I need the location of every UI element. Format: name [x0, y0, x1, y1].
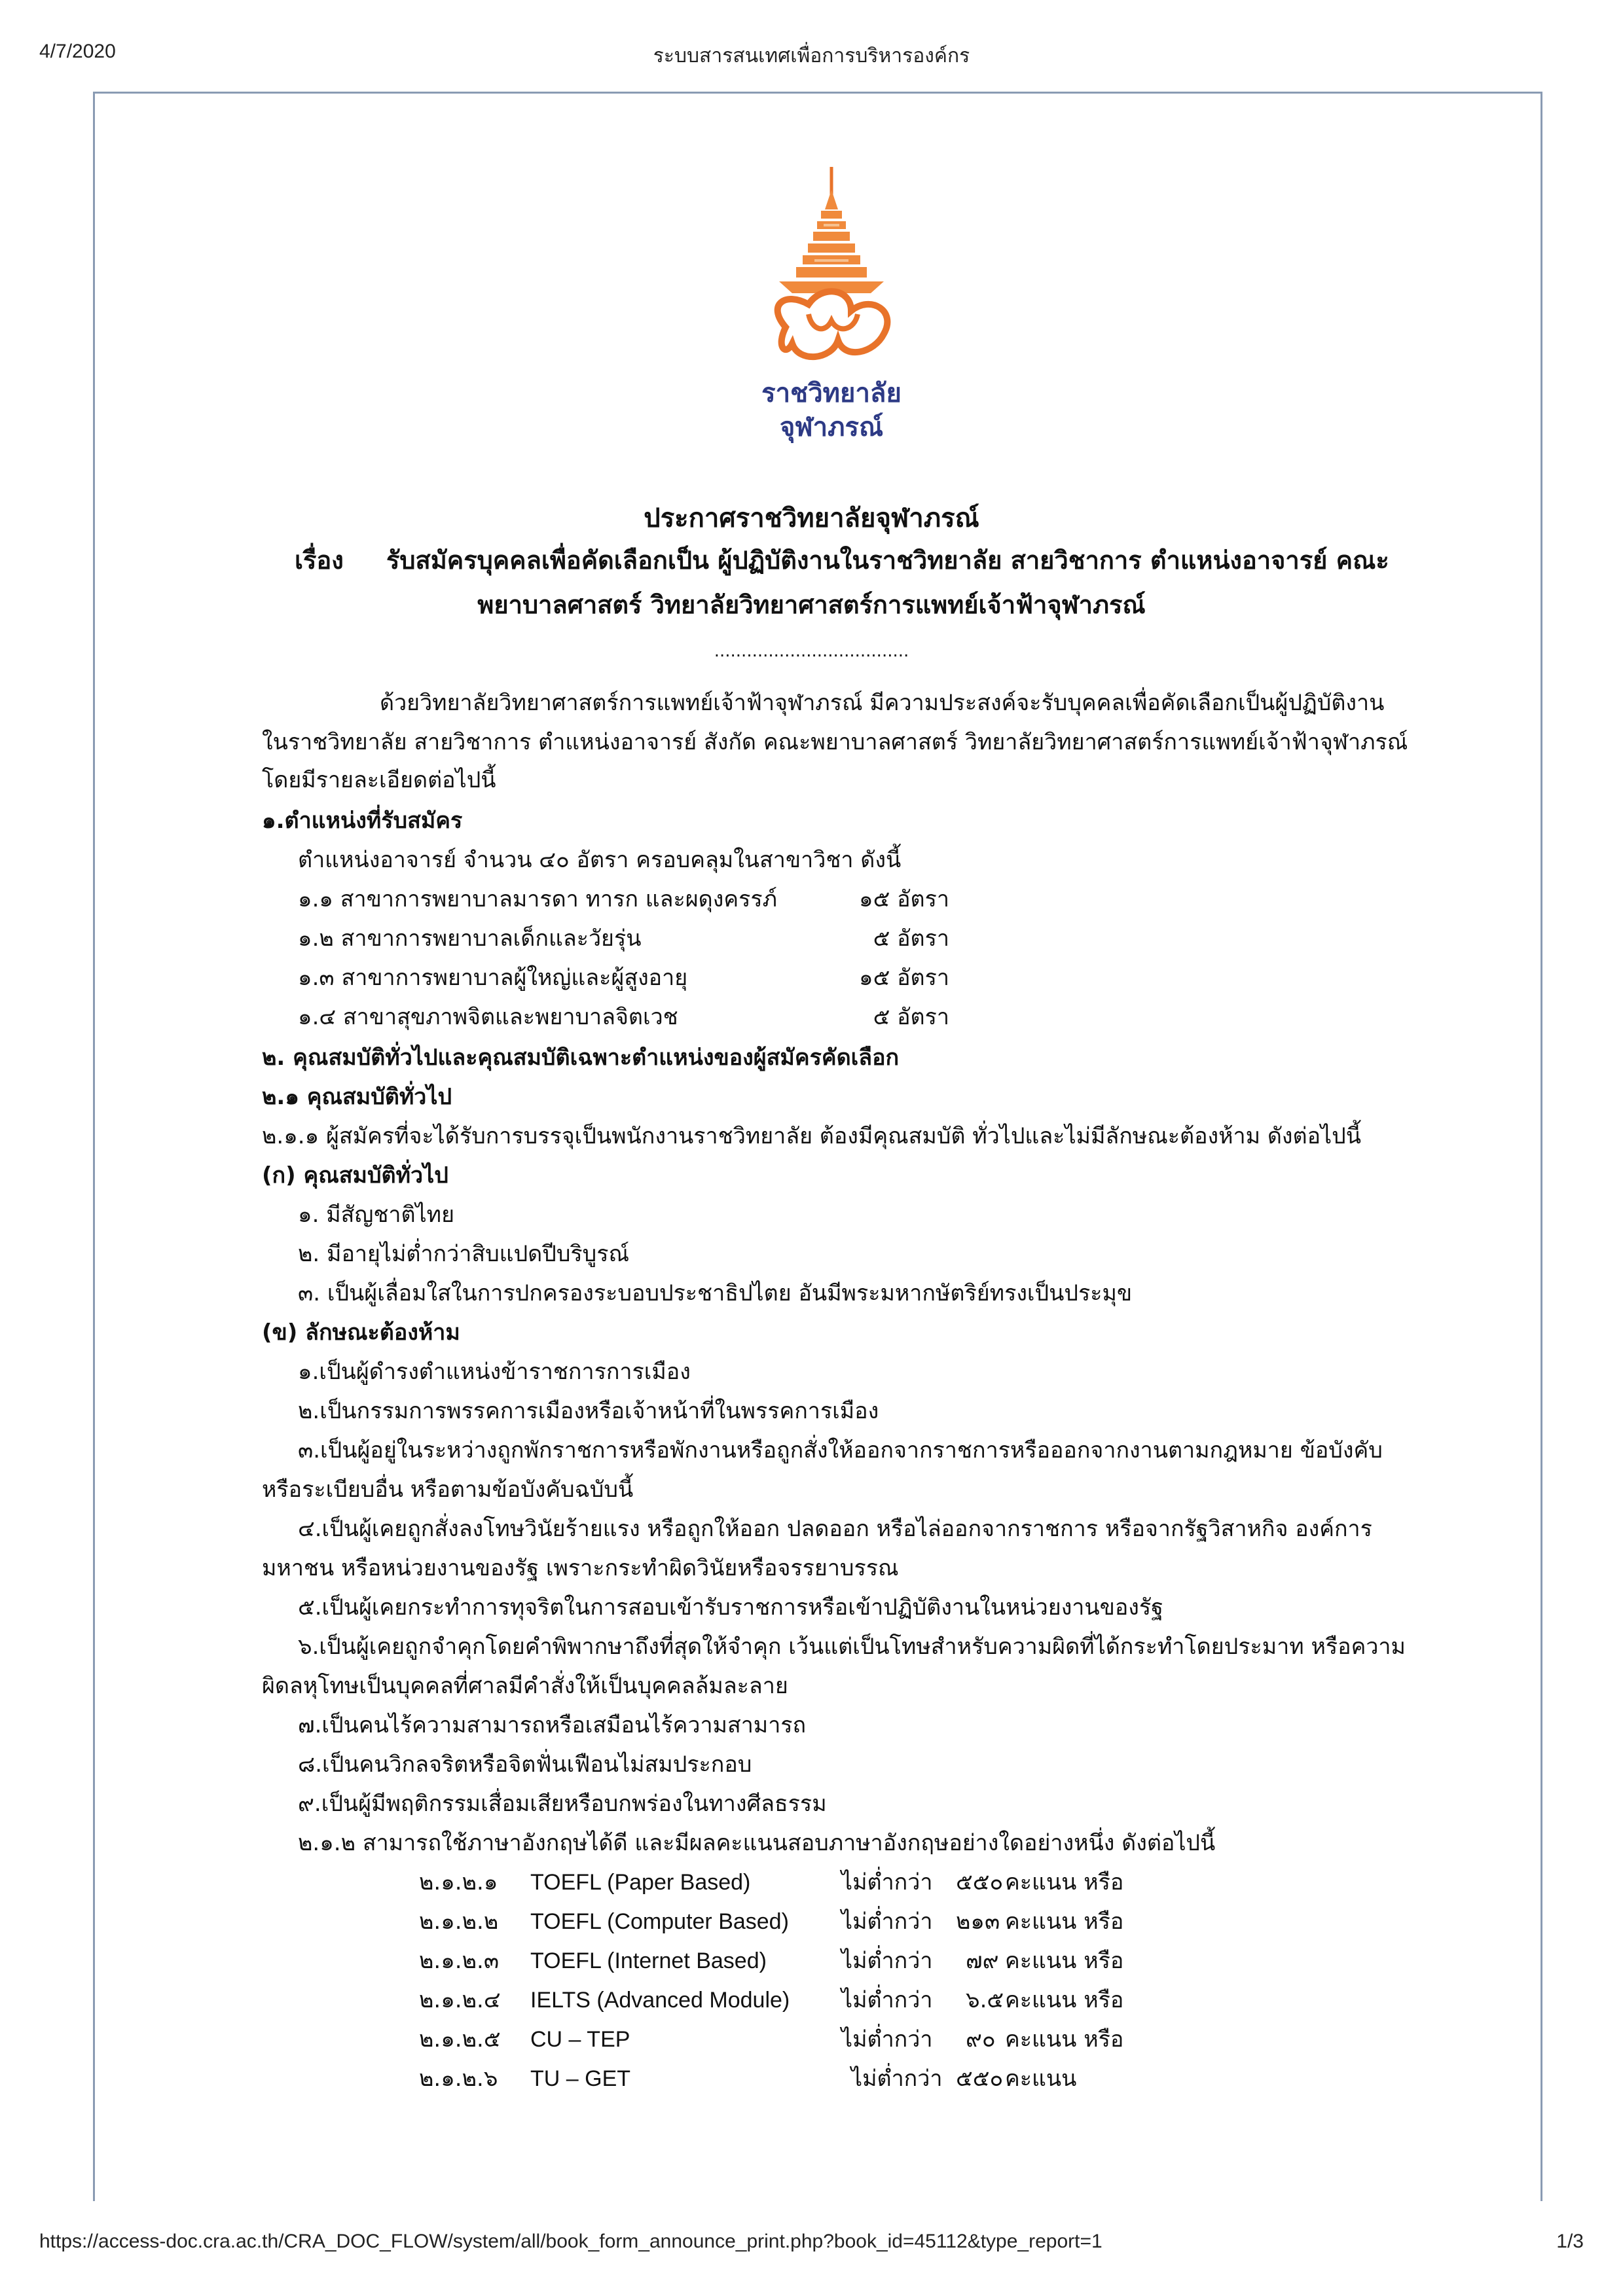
prohibited-line: ๓.เป็นผู้อยู่ในระหว่างถูกพักราชการหรือพักงานหรือถูกสั่งให้ออกจากราชการหรือออกจากงานตามกฎหมาย ข้อบังคับ: [298, 1437, 1383, 1463]
test-code: ๒.๑.๒.๖: [419, 2066, 498, 2092]
intro-line-3: โดยมีรายละเอียดต่อไปนี้: [262, 767, 496, 793]
intro-line-2: ในราชวิทยาลัย สายวิชาการ ตำแหน่งอาจารย์ สังกัด คณะพยาบาลศาสตร์ วิทยาลัยวิทยาศาสตร์การแพทย์เจ้าฟ้าจุฬาภรณ์: [262, 729, 1408, 755]
prohibited-line: ๘.เป็นคนวิกลจริตหรือจิตฟั่นเฟือนไม่สมประกอบ: [298, 1751, 752, 1778]
general-qualification-heading: (ก) คุณสมบัติทั่วไป: [262, 1162, 448, 1189]
separator-dots: ....................................: [714, 641, 909, 661]
prohibited-line: ๑.เป็นผู้ดำรงตำแหน่งข้าราชการการเมือง: [298, 1359, 691, 1385]
logo-line-1: ราชวิทยาลัย: [761, 378, 902, 408]
intro-line-1: ด้วยวิทยาลัยวิทยาศาสตร์การแพทย์เจ้าฟ้าจุฬาภรณ์ มีความประสงค์จะรับบุคคลเพื่อคัดเลือกเป็นผู้ปฏิบัติงาน: [380, 690, 1385, 716]
section-1-summary: ตำแหน่งอาจารย์ จำนวน ๔๐ อัตรา ครอบคลุมในสาขาวิชา ดังนี้: [298, 847, 902, 873]
prohibited-line: ผิดลหุโทษเป็นบุคคลที่ศาลมีคำสั่งให้เป็นบุคคลล้มละลาย: [262, 1673, 788, 1699]
subject-line-1: รับสมัครบุคคลเพื่อคัดเลือกเป็น ผู้ปฏิบัติงานในราชวิทยาลัย สายวิชาการ ตำแหน่งอาจารย์ คณะ: [386, 546, 1389, 575]
test-unit: คะแนน หรือ: [1005, 1869, 1124, 1895]
test-code: ๒.๑.๒.๔: [419, 1987, 501, 2013]
branch-name: ๑.๔ สาขาสุขภาพจิตและพยาบาลจิตเวช: [298, 1004, 678, 1030]
section-2-1-heading: ๒.๑ คุณสมบัติทั่วไป: [262, 1084, 452, 1110]
test-score: ๕๕๐: [956, 1869, 1004, 1895]
logo-line-2: จุฬาภรณ์: [779, 412, 884, 442]
subject-line-2: พยาบาลศาสตร์ วิทยาลัยวิทยาศาสตร์การแพทย์เจ้าฟ้าจุฬาภรณ์: [477, 590, 1146, 619]
test-min-label: ไม่ต่ำกว่า: [841, 1948, 933, 1974]
test-score: ๕๕๐: [956, 2066, 1004, 2092]
test-code: ๒.๑.๒.๑: [419, 1869, 498, 1895]
print-url: https://access-doc.cra.ac.th/CRA_DOC_FLOW/system/all/book_form_announce_print.php?book_id=45112&type_report=1: [39, 2231, 1103, 2252]
test-min-label: ไม่ต่ำกว่า: [851, 2066, 943, 2092]
test-name: IELTS (Advanced Module): [530, 1988, 790, 2013]
branch-name: ๑.๓ สาขาการพยาบาลผู้ใหญ่และผู้สูงอายุ: [298, 965, 688, 991]
print-page-title: ระบบสารสนเทศเพื่อการบริหารองค์กร: [653, 45, 970, 67]
test-name: TOEFL (Internet Based): [530, 1948, 767, 1973]
test-code: ๒.๑.๒.๒: [419, 1909, 499, 1935]
print-page-number: 1/3: [1556, 2231, 1584, 2252]
branch-count: ๑๕ อัตรา: [859, 965, 949, 991]
test-name: TU – GET: [530, 2066, 631, 2091]
test-code: ๒.๑.๒.๓: [419, 1948, 500, 1974]
general-qualification-item: ๓. เป็นผู้เลื่อมใสในการปกครองระบอบประชาธิปไตย อันมีพระมหากษัตริย์ทรงเป็นประมุข: [298, 1280, 1133, 1306]
prohibited-line: หรือระเบียบอื่น หรือตามข้อบังคับฉบับนี้: [262, 1477, 634, 1503]
prohibited-line: ๖.เป็นผู้เคยถูกจำคุกโดยคำพิพากษาถึงที่สุดให้จำคุก เว้นแต่เป็นโทษสำหรับความผิดที่ได้กระทำโดยประมาท หรือความ: [298, 1634, 1406, 1660]
print-date: 4/7/2020: [39, 41, 116, 62]
prohibited-line: ๒.เป็นกรรมการพรรคการเมืองหรือเจ้าหน้าที่ในพรรคการเมือง: [298, 1398, 879, 1424]
test-score: ๒๑๓: [956, 1909, 1000, 1935]
test-min-label: ไม่ต่ำกว่า: [841, 1909, 933, 1935]
clause-2-1-1: ๒.๑.๑ ผู้สมัครที่จะได้รับการบรรจุเป็นพนักงานราชวิทยาลัย ต้องมีคุณสมบัติ ทั่วไปและไม่มีลักษณะต้องห้าม ดังต่อไปนี้: [262, 1123, 1361, 1149]
test-name: TOEFL (Paper Based): [530, 1870, 751, 1895]
test-unit: คะแนน: [1005, 2066, 1077, 2092]
test-name: CU – TEP: [530, 2027, 630, 2052]
branch-name: ๑.๑ สาขาการพยาบาลมารดา ทารก และผดุงครรภ์: [298, 886, 778, 912]
test-score: ๙๐: [966, 2026, 996, 2053]
test-code: ๒.๑.๒.๕: [419, 2026, 501, 2053]
section-2-heading: ๒. คุณสมบัติทั่วไปและคุณสมบัติเฉพาะตำแหน่งของผู้สมัครคัดเลือก: [262, 1045, 900, 1071]
test-min-label: ไม่ต่ำกว่า: [841, 1987, 933, 2013]
branch-count: ๑๕ อัตรา: [859, 886, 949, 912]
test-unit: คะแนน หรือ: [1005, 1987, 1124, 2013]
prohibited-line: ๕.เป็นผู้เคยกระทำการทุจริตในการสอบเข้ารับราชการหรือเข้าปฏิบัติงานในหน่วยงานของรัฐ: [298, 1594, 1163, 1621]
subject-label: เรื่อง: [295, 546, 344, 575]
test-min-label: ไม่ต่ำกว่า: [841, 2026, 933, 2053]
test-unit: คะแนน หรือ: [1005, 2026, 1124, 2053]
general-qualification-item: ๒. มีอายุไม่ต่ำกว่าสิบแปดปีบริบูรณ์: [298, 1241, 630, 1267]
prohibited-line: มหาชน หรือหน่วยงานของรัฐ เพราะกระทำผิดวินัยหรือจรรยาบรรณ: [262, 1555, 899, 1581]
test-unit: คะแนน หรือ: [1005, 1948, 1124, 1974]
test-min-label: ไม่ต่ำกว่า: [841, 1869, 933, 1895]
prohibited-line: ๙.เป็นผู้มีพฤติกรรมเสื่อมเสียหรือบกพร่องในทางศีลธรรม: [298, 1791, 827, 1817]
section-1-heading: ๑.ตำแหน่งที่รับสมัคร: [262, 808, 463, 834]
test-name: TOEFL (Computer Based): [530, 1909, 789, 1934]
test-score: ๖.๕: [966, 1987, 1004, 2013]
test-score: ๗๙: [966, 1948, 999, 1974]
branch-count: ๕ อัตรา: [873, 1004, 949, 1030]
branch-name: ๑.๒ สาขาการพยาบาลเด็กและวัยรุ่น: [298, 925, 642, 952]
prohibited-line: ๔.เป็นผู้เคยถูกสั่งลงโทษวินัยร้ายแรง หรือถูกให้ออก ปลดออก หรือไล่ออกจากราชการ หรือจากรัฐวิสาหกิจ องค์การ: [298, 1516, 1372, 1542]
branch-count: ๕ อัตรา: [873, 925, 949, 952]
test-unit: คะแนน หรือ: [1005, 1909, 1124, 1935]
college-logo-text: [740, 376, 923, 444]
prohibited-heading: (ข) ลักษณะต้องห้าม: [262, 1319, 460, 1346]
clause-2-1-2: ๒.๑.๒ สามารถใช้ภาษาอังกฤษได้ดี และมีผลคะแนนสอบภาษาอังกฤษอย่างใดอย่างหนึ่ง ดังต่อไปนี้: [298, 1830, 1216, 1856]
general-qualification-item: ๑. มีสัญชาติไทย: [298, 1202, 455, 1228]
announcement-title: ประกาศราชวิทยาลัยจุฬาภรณ์: [644, 503, 979, 533]
prohibited-line: ๗.เป็นคนไร้ความสามารถหรือเสมือนไร้ความสามารถ: [298, 1712, 807, 1738]
